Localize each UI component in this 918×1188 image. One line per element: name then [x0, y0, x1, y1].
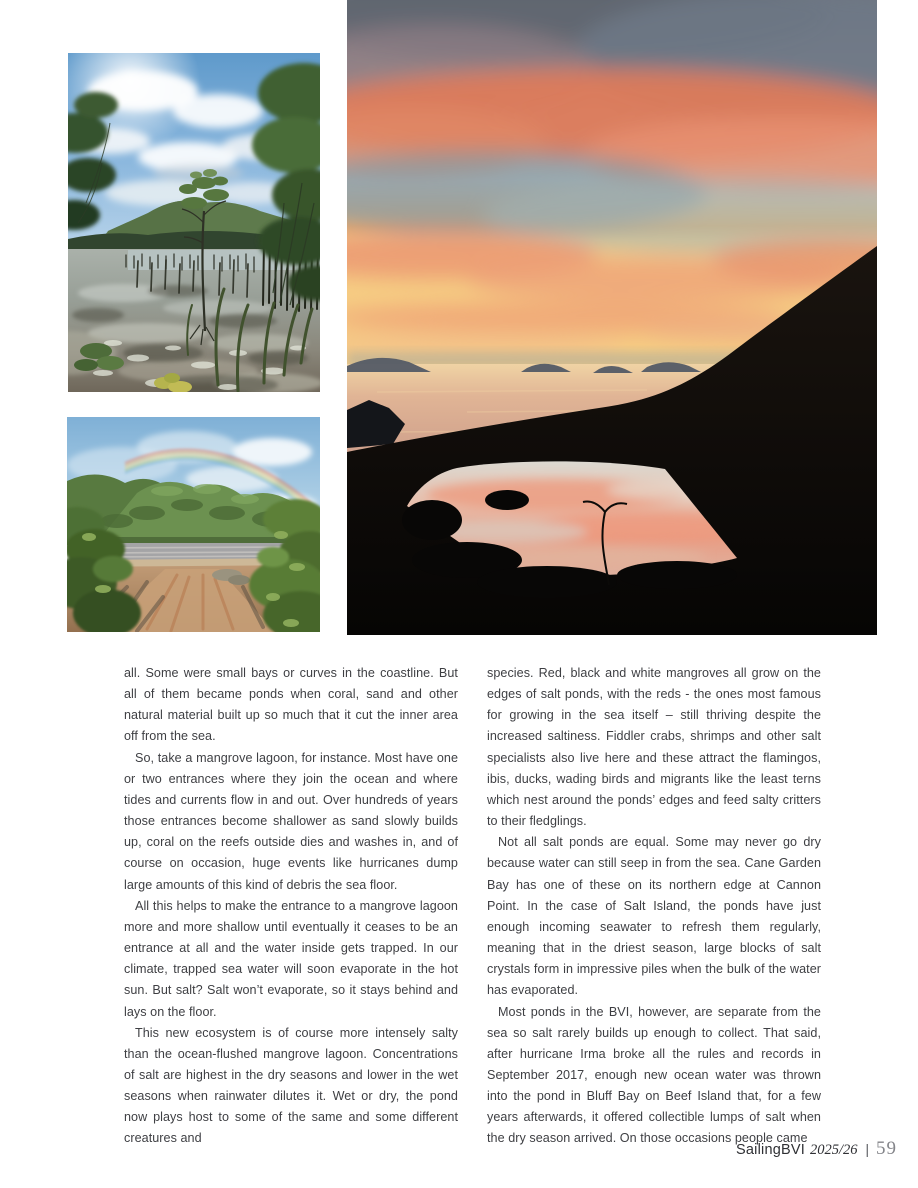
article-column-left — [124, 663, 458, 1150]
sunset-salt-pond-photo — [347, 0, 877, 635]
mangrove-lagoon-photo — [68, 53, 320, 392]
paragraph: Most ponds in the BVI, however, are separate from the sea so salt rarely builds up enough to collect. That said, after hurricane Irma broke all the rules and records in September 2017, enough new ocean water was thrown into the pond in Bluff Bay on Beef Island that, for a few years afterwards, it offered collectible lumps of salt when the dry season arrived. On those occasions people came — [487, 1004, 821, 1146]
article-column-right — [487, 663, 821, 1150]
paragraph: All this helps to make the entrance to a mangrove lagoon more and more shallow until eventually it ceases to be an entrance at all and the water inside gets trapped. In our climate, trapped sea water will soon evaporate in the hot sun. But salt? Salt won’t evaporate, so it stays behind and lays on the floor. — [124, 898, 458, 1019]
salt-pond-rainbow-illustration — [67, 417, 320, 632]
mangrove-lagoon-illustration — [68, 53, 320, 392]
page-footer — [736, 1138, 897, 1160]
magazine-brand: SailingBVI — [736, 1142, 805, 1158]
page-number: 59 — [876, 1138, 897, 1159]
article-body — [124, 663, 821, 1150]
footer-separator: | — [865, 1142, 869, 1157]
paragraph: This new ecosystem is of course more intensely salty than the ocean-flushed mangrove lagoon. Concentrations of salt are highest in the dry seasons and lower in the wet seasons when rainwater dilutes it. Wet or dry, the pond now plays host to some of the same and some different creatures and — [124, 1025, 458, 1146]
paragraph: all. Some were small bays or curves in the coastline. But all of them became ponds when coral, sand and other natural material built up so much that it cut the inner area off from the sea. — [124, 666, 458, 744]
paragraph: So, take a mangrove lagoon, for instance. Most have one or two entrances where they join the ocean and where tides and currents flow in and out. Over hundreds of years those entrances become shallower as sand slowly builds up, coral on the reefs outside dies and washes in, and of course on occasion, huge events like hurricanes dump large amounts of this kind of debris the sea floor. — [124, 750, 458, 892]
salt-pond-rainbow-photo — [67, 417, 320, 632]
paragraph: species. Red, black and white mangroves all grow on the edges of salt ponds, with the reds - the ones most famous for growing in the sea itself – still thriving despite the increased saltiness. Fiddler crabs, shrimps and other salt specialists also live here and these attract the flamingos, ibis, ducks, wading birds and migrants like the least terns which nest around the ponds’ edges and feed salty critters to their fledglings. — [487, 666, 821, 829]
paragraph: Not all salt ponds are equal. Some may never go dry because water can still seep in from the sea. Cane Garden Bay has one of these on its northern edge at Cannon Point. In the case of Salt Island, the ponds have just enough incoming seawater to refresh them regularly, meaning that in the driest season, large blocks of salt crystals form in impressive piles when the bulk of the water has evaporated. — [487, 835, 821, 998]
sunset-salt-pond-illustration — [347, 0, 877, 635]
magazine-edition: 2025/26 — [809, 1142, 858, 1158]
